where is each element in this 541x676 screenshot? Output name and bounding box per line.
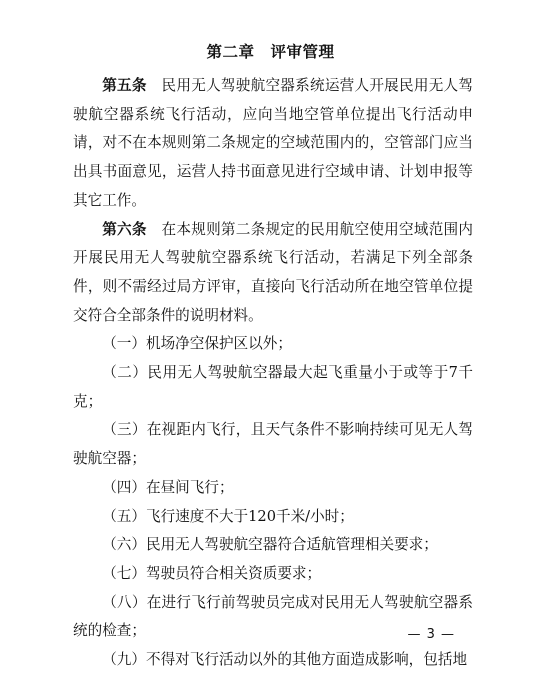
condition-item-6: （六）民用无人驾驶航空器符合适航管理相关要求；: [102, 536, 438, 554]
condition-item-3: （三）在视距内飞行，且天气条件不影响持续可见无人驾驶航空器；: [73, 421, 473, 468]
condition-item-2: （二）民用无人驾驶航空器最大起飞重量小于或等于7千克；: [73, 364, 473, 410]
document-body: [73, 72, 473, 675]
condition-item-5: （五）飞行速度不大于120千米/小时；: [102, 507, 354, 525]
condition-item-4: （四）在昼间飞行；: [102, 478, 234, 496]
chapter-title: 第二章 评审管理: [206, 43, 335, 61]
condition-item-1: （一）机场净空保护区以外；: [102, 335, 292, 353]
article-5-label: 第五条: [102, 77, 147, 94]
article-5: [73, 72, 473, 216]
condition-item-9: （九）不得对飞行活动以外的其他方面造成影响，包括地: [102, 651, 468, 669]
condition-item-8: （八）在进行飞行前驾驶员完成对民用无人驾驶航空器系统的检查；: [73, 593, 473, 640]
condition-item-7: （七）驾驶员符合相关资质要求；: [102, 564, 322, 582]
article-5-text: 民用无人驾驶航空器系统运营人开展民用无人驾驶航空器系统飞行活动，应向当地空管单位提出飞行活动申请，对不在本规则第二条规定的空域范围内的，空管部门应当出具书面意见，运营人持书面意见进行空域申请、计划申报等其它工作。: [73, 77, 473, 209]
article-6-text: 在本规则第二条规定的民用航空使用空域范围内开展民用无人驾驶航空器系统飞行活动，若满足下列全部条件，则不需经过局方评审，直接向飞行活动所在地空管单位提交符合全部条件的说明材料。: [73, 220, 473, 324]
page-number: — 3 —: [407, 627, 455, 642]
article-6-label: 第六条: [102, 220, 147, 238]
article-6: [73, 216, 473, 331]
